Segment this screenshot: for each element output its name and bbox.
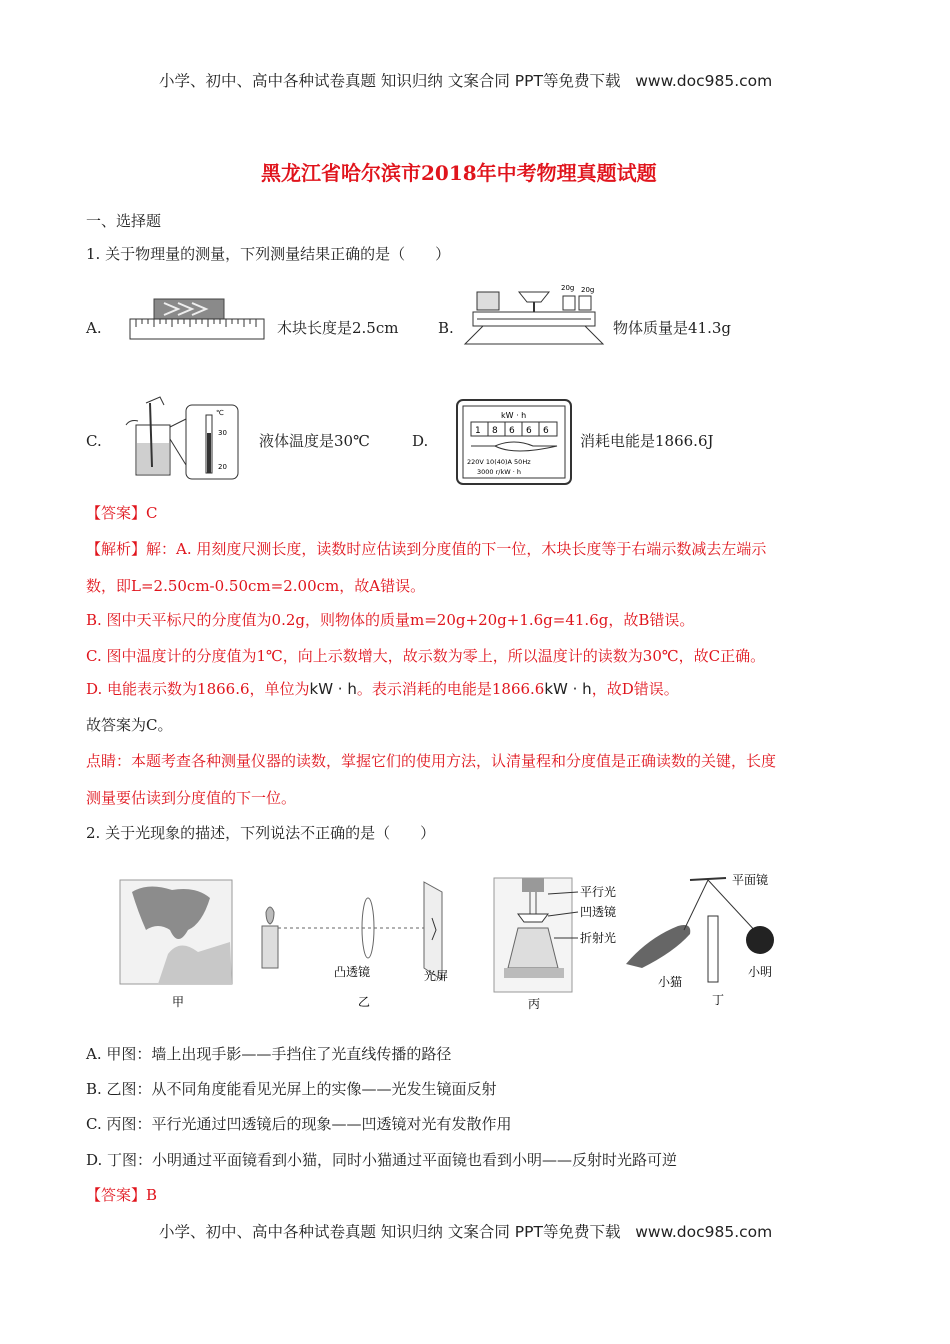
label-screen: 光屏 (424, 969, 449, 983)
label-xiaoming: 小明 (748, 965, 773, 979)
section-heading: 一、选择题 (86, 212, 162, 230)
q1-option-b-letter: B. (438, 319, 454, 337)
footer-banner-text: 小学、初中、高中各种试卷真题 知识归纳 文案合同 PPT等免费下载 (159, 1223, 621, 1241)
footer-banner (159, 1220, 772, 1242)
svg-text:8: 8 (492, 426, 498, 436)
ruler-figure (128, 295, 268, 343)
q1-analysis-line3: B. 图中天平标尺的分度值为0.2g，则物体的质量m=20g+20g+1.6g=41.6g，故B错误。 (86, 611, 695, 629)
unit-kwh-1: kW · h (309, 680, 357, 698)
label-convex-lens: 凸透镜 (334, 965, 371, 979)
footer-banner-url[interactable]: www.doc985.com (635, 1223, 773, 1241)
svg-text:220V 10(40)A 50Hz: 220V 10(40)A 50Hz (467, 458, 531, 466)
weight-label-1: 20g (561, 284, 575, 292)
wooden-block (154, 299, 224, 319)
weight-2 (579, 296, 591, 310)
liquid (137, 443, 169, 474)
concave-lens (518, 914, 548, 922)
q2-stem: 2. 关于光现象的描述，下列说法不正确的是（ ） (86, 824, 436, 842)
q1-stem: 1. 关于物理量的测量，下列测量结果正确的是（ ） (86, 245, 451, 263)
light-phenomena-figure (118, 868, 878, 1018)
label-jia: 甲 (172, 995, 185, 1009)
label-parallel-light: 平行光 (580, 885, 617, 899)
meter-unit: kW · h (501, 411, 527, 420)
label-concave-lens: 凹透镜 (580, 905, 617, 919)
svg-text:6: 6 (526, 426, 532, 436)
q1-option-d-text: 消耗电能是1866.6J (580, 432, 714, 450)
balance-figure (463, 282, 605, 350)
xiaoming (746, 926, 774, 954)
light-screen (424, 882, 442, 980)
object-block (477, 292, 499, 310)
svg-text:3000 r/kW · h: 3000 r/kW · h (477, 468, 521, 476)
q1-option-b-text: 物体质量是41.3g (613, 319, 732, 337)
q1-analysis-line4: C. 图中温度计的分度值为1℃，向上示数增大，故示数为零上，所以温度计的读数为30℃，故C正确。 (86, 647, 766, 665)
header-banner (159, 69, 772, 91)
q1-option-c-letter: C. (86, 432, 102, 450)
q1-option-d-letter: D. (412, 432, 429, 450)
q1-answer: 【答案】C (86, 504, 158, 522)
q1-conclusion: 故答案为C。 (86, 716, 173, 734)
label-ding: 丁 (712, 993, 725, 1007)
svg-text:1: 1 (475, 426, 481, 436)
energy-meter-figure (455, 398, 573, 486)
q2-answer: 【答案】B (86, 1186, 158, 1204)
thermometer-figure (120, 395, 242, 483)
q1-analysis-line2: 数，即L=2.50cm-0.50cm=2.00cm，故A错误。 (86, 577, 426, 595)
q1-analysis-line5: D. 电能表示数为1866.6，单位为kW · h。表示消耗的电能是1866.6kW · h，故D错误。 (86, 680, 679, 698)
cat (626, 925, 690, 968)
candle-flame (266, 907, 274, 924)
candle (262, 926, 278, 968)
label-yi: 乙 (358, 995, 371, 1009)
q2-option-d: D. 丁图：小明通过平面镜看到小猫，同时小猫通过平面镜也看到小明——反射时光路可逆 (86, 1151, 678, 1169)
weight-label-2: 20g (581, 286, 595, 294)
q1-option-a-text: 木块长度是2.5cm (277, 319, 399, 337)
banner-text: 小学、初中、高中各种试卷真题 知识归纳 文案合同 PPT等免费下载 (159, 72, 621, 90)
q1-comment-line2: 测量要估读到分度值的下一位。 (86, 789, 297, 807)
q2-option-c: C. 丙图：平行光通过凹透镜后的现象——凹透镜对光有发散作用 (86, 1115, 512, 1133)
unit-kwh-2: kW · h (544, 680, 592, 698)
q1-option-c-text: 液体温度是30℃ (259, 432, 370, 450)
label-bing: 丙 (528, 997, 541, 1011)
q1-analysis-line1: 【解析】解：A. 用刻度尺测长度，读数时应估读到分度值的下一位，木块长度等于右端示数减去左端示 (86, 540, 767, 558)
label-refracted-light: 折射光 (580, 931, 617, 945)
q2-option-a: A. 甲图：墙上出现手影——手挡住了光直线传播的路径 (86, 1045, 452, 1063)
weight-1 (563, 296, 575, 310)
q1-option-a-letter: A. (86, 319, 102, 337)
plane-mirror (690, 878, 726, 880)
svg-text:6: 6 (509, 426, 515, 436)
svg-text:20: 20 (218, 463, 227, 471)
q2-option-b: B. 乙图：从不同角度能看见光屏上的实像——光发生镜面反射 (86, 1080, 497, 1098)
svg-text:30: 30 (218, 429, 227, 437)
label-plane-mirror: 平面镜 (732, 873, 769, 887)
label-cat: 小猫 (658, 975, 683, 989)
banner-url[interactable]: www.doc985.com (635, 72, 773, 90)
svg-text:6: 6 (543, 426, 549, 436)
page-title: 黑龙江省哈尔滨市2018年中考物理真题试题 (261, 161, 657, 185)
q1-comment-line1: 点睛：本题考查各种测量仪器的读数，掌握它们的使用方法，认清量程和分度值是正确读数的关键，长度 (86, 752, 777, 770)
svg-text:℃: ℃ (216, 409, 224, 417)
